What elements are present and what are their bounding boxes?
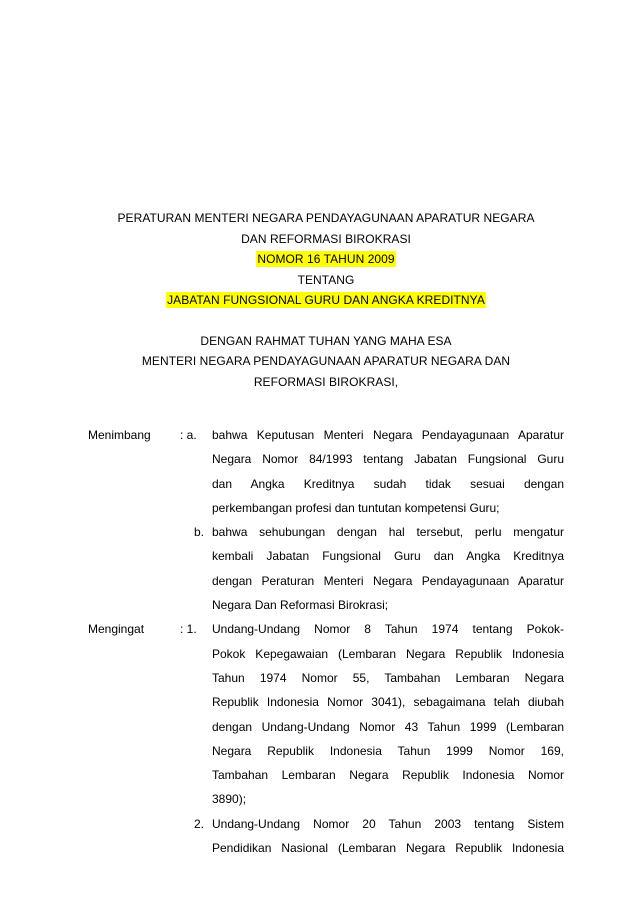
rahmat-line: DENGAN RAHMAT TUHAN YANG MAHA ESA bbox=[200, 333, 452, 348]
text-line: perkembangan profesi dan tuntutan kompetensi Guru; bbox=[212, 500, 500, 515]
text-line: dan Angka Kreditnya sudah tidak sesuai dengan bbox=[212, 476, 564, 491]
document-body bbox=[88, 423, 564, 860]
text-line: 3890); bbox=[212, 792, 247, 807]
item-text bbox=[212, 617, 564, 811]
item-number: 2. bbox=[193, 816, 204, 831]
text-line: dengan Peraturan Menteri Negara Pendayagunaan Aparatur bbox=[212, 573, 564, 588]
tentang-label: TENTANG bbox=[297, 272, 355, 287]
minister-line-2: REFORMASI BIROKRASI, bbox=[253, 374, 399, 389]
menimbang-label: Menimbang bbox=[88, 428, 151, 442]
menimbang-item-b bbox=[88, 520, 564, 617]
regulation-number-line bbox=[88, 249, 564, 270]
item-text bbox=[212, 423, 564, 520]
document-header bbox=[88, 208, 564, 392]
item-text bbox=[212, 520, 564, 617]
text-line: Pendidikan Nasional (Lembaran Negara Republik Indonesia bbox=[212, 841, 564, 856]
text-line: Tambahan Lembaran Negara Republik Indonesia Nomor bbox=[212, 768, 564, 783]
text-line: Republik Indonesia Nomor 3041), sebagaimana telah diubah bbox=[212, 695, 564, 710]
text-line: bahwa Keputusan Menteri Negara Pendayagunaan Aparatur bbox=[212, 428, 564, 442]
mengingat-item-1 bbox=[88, 617, 564, 811]
text-line: Pokok Kepegawaian (Lembaran Negara Republik Indonesia bbox=[212, 646, 564, 661]
text-line: Negara Republik Indonesia Tahun 1999 Nomor 169, bbox=[212, 743, 564, 758]
item-number: : a. bbox=[180, 428, 197, 442]
text-line: Tahun 1974 Nomor 55, Tambahan Lembaran Negara bbox=[212, 670, 564, 685]
text-line: kembali Jabatan Fungsional Guru dan Angka Kreditnya bbox=[212, 549, 564, 564]
text-line: bahwa sehubungan dengan hal tersebut, perlu mengatur bbox=[212, 525, 564, 540]
item-number: : 1. bbox=[180, 622, 197, 637]
item-text bbox=[212, 812, 564, 861]
text-line: dengan Undang-Undang Nomor 43 Tahun 1999 (Lembaran bbox=[212, 719, 564, 734]
item-number: b. bbox=[193, 525, 204, 540]
text-line: Undang-Undang Nomor 20 Tahun 2003 tentang Sistem bbox=[212, 816, 564, 831]
mengingat-item-2 bbox=[88, 812, 564, 861]
title-line-1: PERATURAN MENTERI NEGARA PENDAYAGUNAAN APARATUR NEGARA bbox=[117, 211, 535, 225]
text-line: Undang-Undang Nomor 8 Tahun 1974 tentang Pokok- bbox=[212, 622, 564, 637]
regulation-subject-line bbox=[88, 290, 564, 311]
mengingat-label: Mengingat bbox=[88, 622, 145, 637]
regulation-number: NOMOR 16 TAHUN 2009 bbox=[257, 252, 395, 266]
regulation-subject: JABATAN FUNGSIONAL GURU DAN ANGKA KREDITNYA bbox=[167, 293, 485, 307]
menimbang-item-a bbox=[88, 423, 564, 520]
minister-line-1: MENTERI NEGARA PENDAYAGUNAAN APARATUR NEGARA DAN bbox=[141, 354, 511, 368]
text-line: Negara Nomor 84/1993 tentang Jabatan Fungsional Guru bbox=[212, 452, 564, 467]
text-line: Negara Dan Reformasi Birokrasi; bbox=[212, 598, 389, 613]
title-line-2: DAN REFORMASI BIROKRASI bbox=[241, 231, 411, 246]
